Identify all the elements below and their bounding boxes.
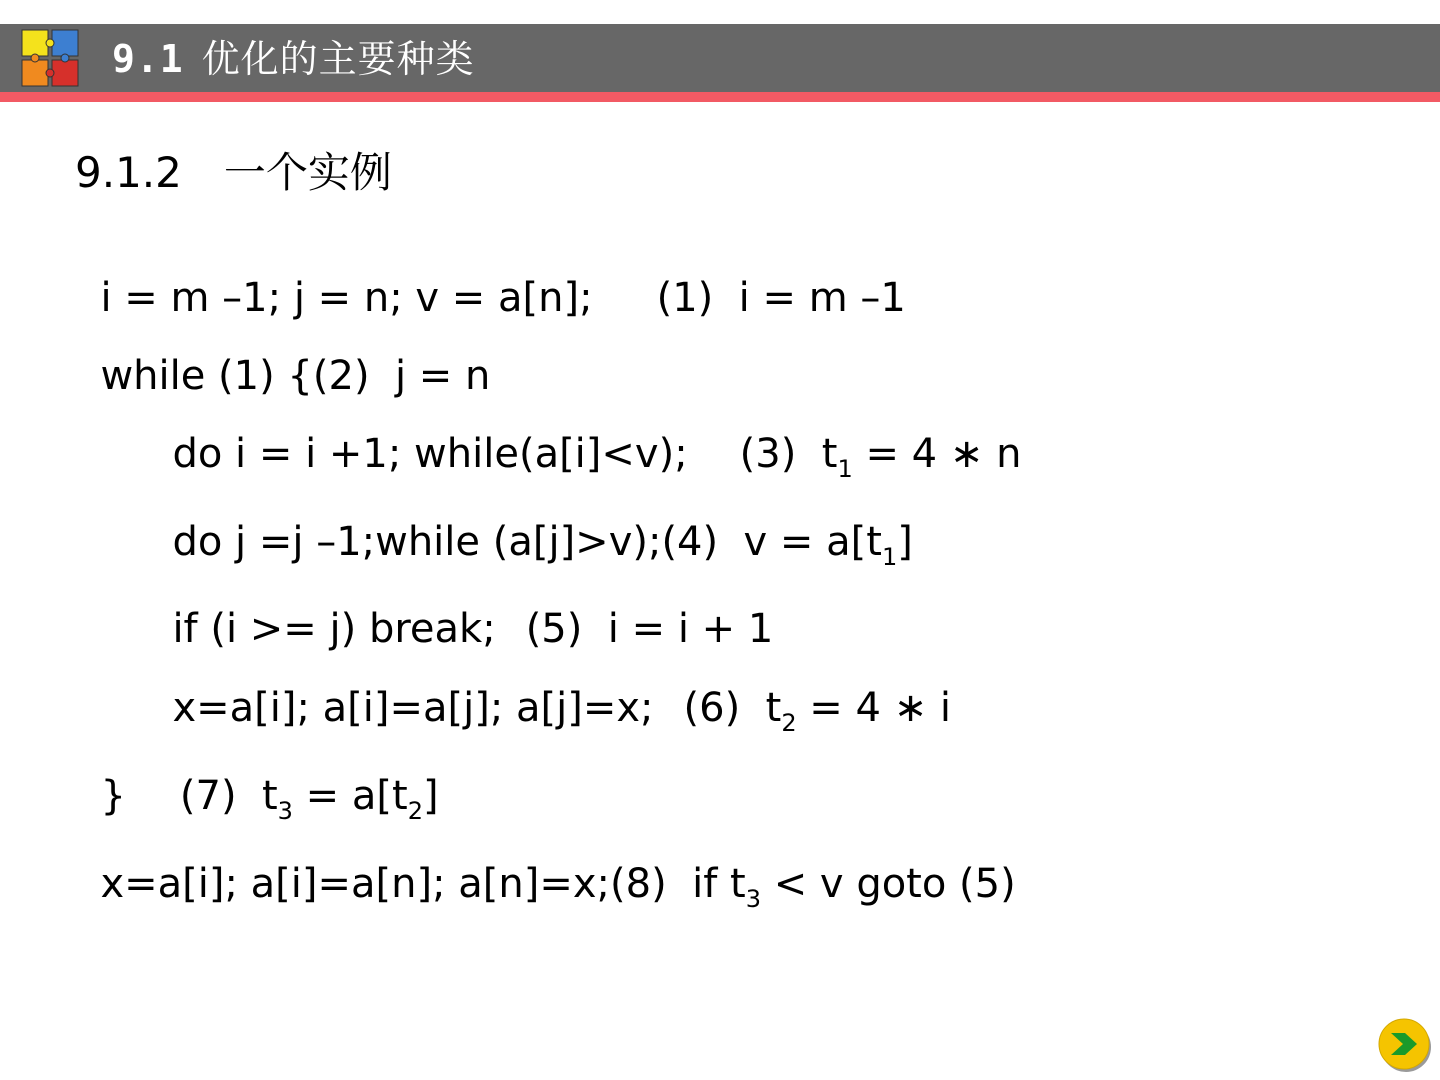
source-code-2: while (1) { bbox=[100, 353, 313, 399]
source-code-7: } bbox=[100, 773, 126, 819]
code-line-4 bbox=[147, 470, 913, 571]
section-heading bbox=[75, 148, 392, 198]
next-slide-button[interactable] bbox=[1377, 1017, 1433, 1073]
three-address-code-8: (8) if $t_3 < v$ goto (5) bbox=[610, 861, 1016, 913]
three-address-code-2: (2) j = n bbox=[312, 353, 491, 399]
slide-title bbox=[112, 34, 475, 84]
section-number: 9.1.2 bbox=[75, 148, 182, 197]
title-bar-accent-stripe bbox=[0, 92, 1440, 102]
three-address-code-5: (5) i = i + 1 bbox=[525, 606, 774, 652]
source-code-5: if (i >= j) break; bbox=[172, 606, 496, 652]
source-code-8: x=a[i]; a[i]=a[n]; a[n]=x; bbox=[100, 861, 611, 907]
code-line-7 bbox=[75, 724, 439, 825]
three-address-code-6: (6) $t_2 = 4$ ∗ i bbox=[683, 685, 952, 737]
code-line-8 bbox=[75, 812, 1016, 913]
section-title: 一个实例 bbox=[223, 148, 392, 197]
code-line-6 bbox=[147, 636, 952, 737]
source-code-6: x=a[i]; a[i]=a[j]; a[j]=x; bbox=[172, 685, 654, 731]
code-line-3 bbox=[147, 382, 1022, 483]
three-address-code-7: (7) $t_3 = a[t_2]$ bbox=[179, 773, 439, 825]
source-code-4: do j =j –1;while (a[j]>v); bbox=[172, 519, 662, 565]
slide-title-text: 优化的主要种类 bbox=[201, 37, 475, 81]
three-address-code-3: (3) $t_1 = 4$ ∗ n bbox=[739, 431, 1022, 483]
source-code-3: do i = i +1; while(a[i]<v); bbox=[172, 431, 688, 477]
puzzle-logo-icon bbox=[20, 28, 80, 88]
three-address-code-1: (1) i = m –1 bbox=[656, 275, 906, 321]
source-code-1: i = m –1; j = n; v = a[n]; bbox=[100, 275, 593, 321]
three-address-code-4: (4) $v = a[t_1]$ bbox=[661, 519, 913, 571]
slide-title-number: 9.1 bbox=[112, 37, 184, 81]
